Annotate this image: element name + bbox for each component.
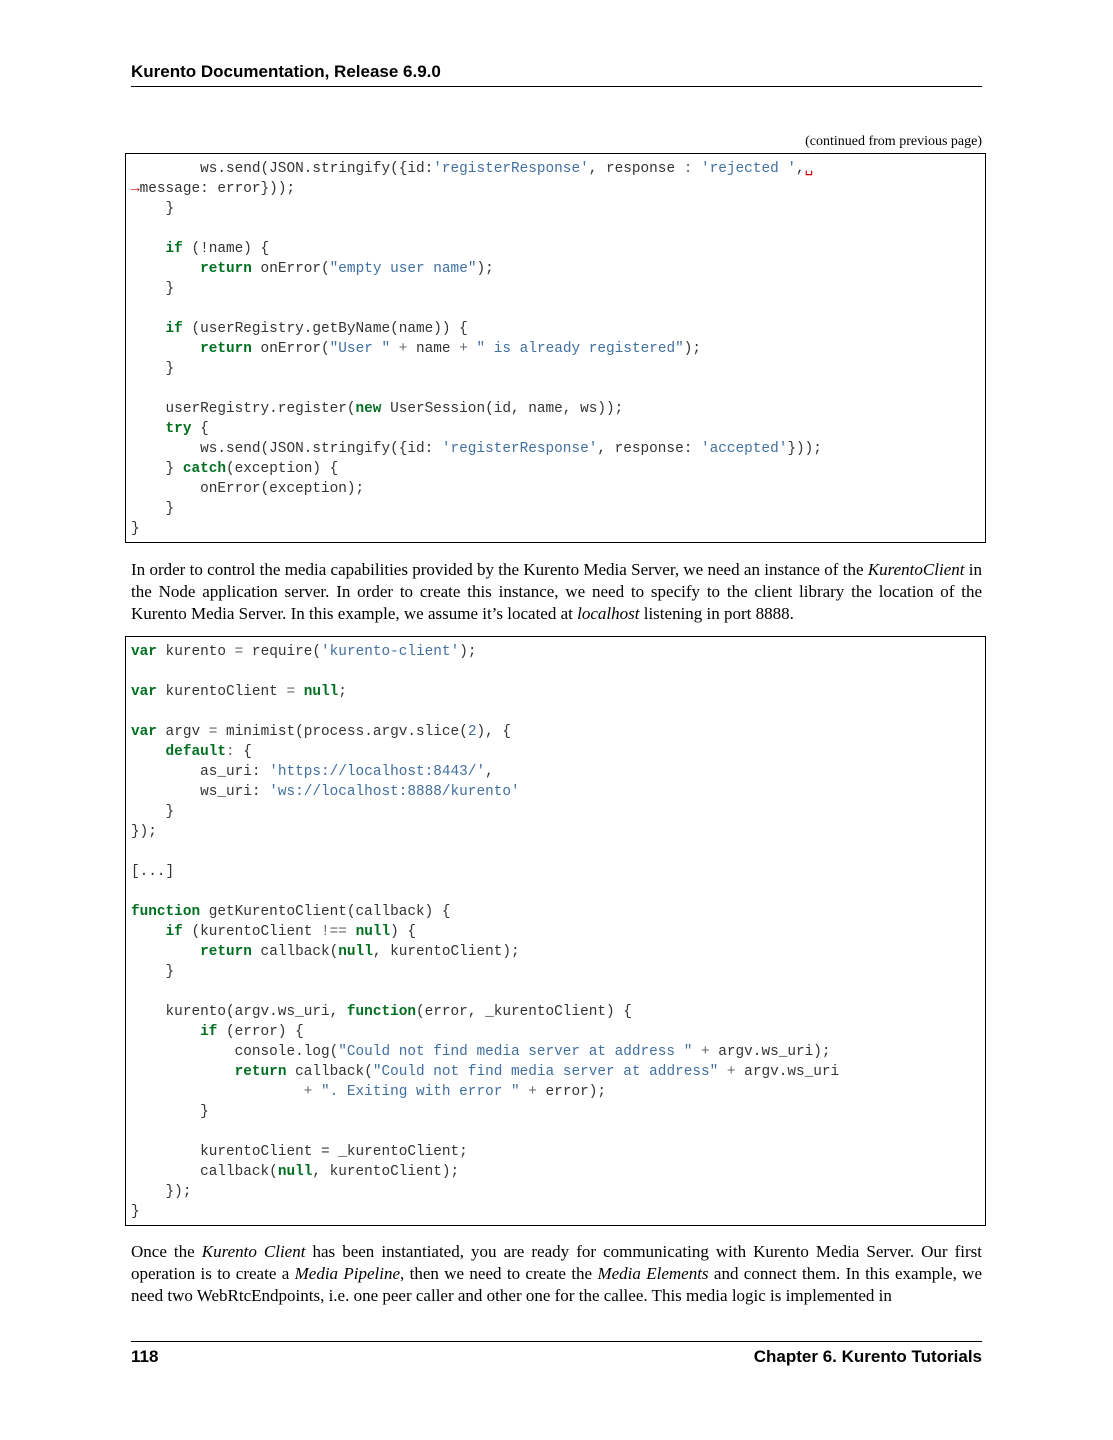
page-number: 118 [131,1347,159,1366]
code-listing: ws.send(JSON.stringify({id:'registerResponse', response : 'rejected ',␣ →message: error})); } if (!name) { return onError("empty user name"); } if (userRegistry.getByName(name)) { return onError("User " + name + " is already registered"); } userRegistry.register(new UserSession(id, name, ws)); try { ws.send(JSON.stringify({id: 'registerResponse', response: 'accepted'})); } catch(exception) { onError(exception); } } [131,161,822,537]
code-listing: var kurento = require('kurento-client'); var kurentoClient = null; var argv = minimist(process.argv.slice(2), { default: { as_uri: 'https://localhost:8443/', ws_uri: 'ws://localhost:8888/kurento' } }); [...] function getKurentoClient(callback) { if (kurentoClient !== null) { return callback(null, kurentoClient); } kurento(argv.ws_uri, function(error, _kurentoClient) { if (error) { console.log("Could not find media server at address " + argv.ws_uri); return callback("Could not find media server at address" + argv.ws_uri + ". Exiting with error " + error); } kurentoClient = _kurentoClient; callback(null, kurentoClient); }); } [131,644,840,1220]
code-block-register [125,153,986,543]
header-rule [131,86,982,87]
code-block-get-kurento-client [125,636,986,1226]
body-paragraph-media-pipeline: Once the Kurento Client has been instantiated, you are ready for communicating with Kurento Media Server. Our first operation is to create a Media Pipeline, then we need to create the Media Elements and connect them. In this example, we need two WebRtcEndpoints, i.e. one peer caller and other one for the callee. This media logic is implemented in [131,1242,982,1305]
line-wrap-icon: ␣ [804,161,814,177]
footer-rule [131,1341,982,1342]
page-header-title: Kurento Documentation, Release 6.9.0 [131,62,441,81]
continued-note: (continued from previous page) [805,134,982,149]
body-paragraph-kurento-client: In order to control the media capabilities provided by the Kurento Media Server, we need an instance of the KurentoClient in the Node application server. In order to create this instance, we need to specify to the client library the location of the Kurento Media Server. In this example, we assume it’s located at localhost listening in port 8888. [131,560,982,623]
chapter-title: Chapter 6. Kurento Tutorials [753,1347,982,1366]
continuation-arrow-icon: → [131,181,140,197]
